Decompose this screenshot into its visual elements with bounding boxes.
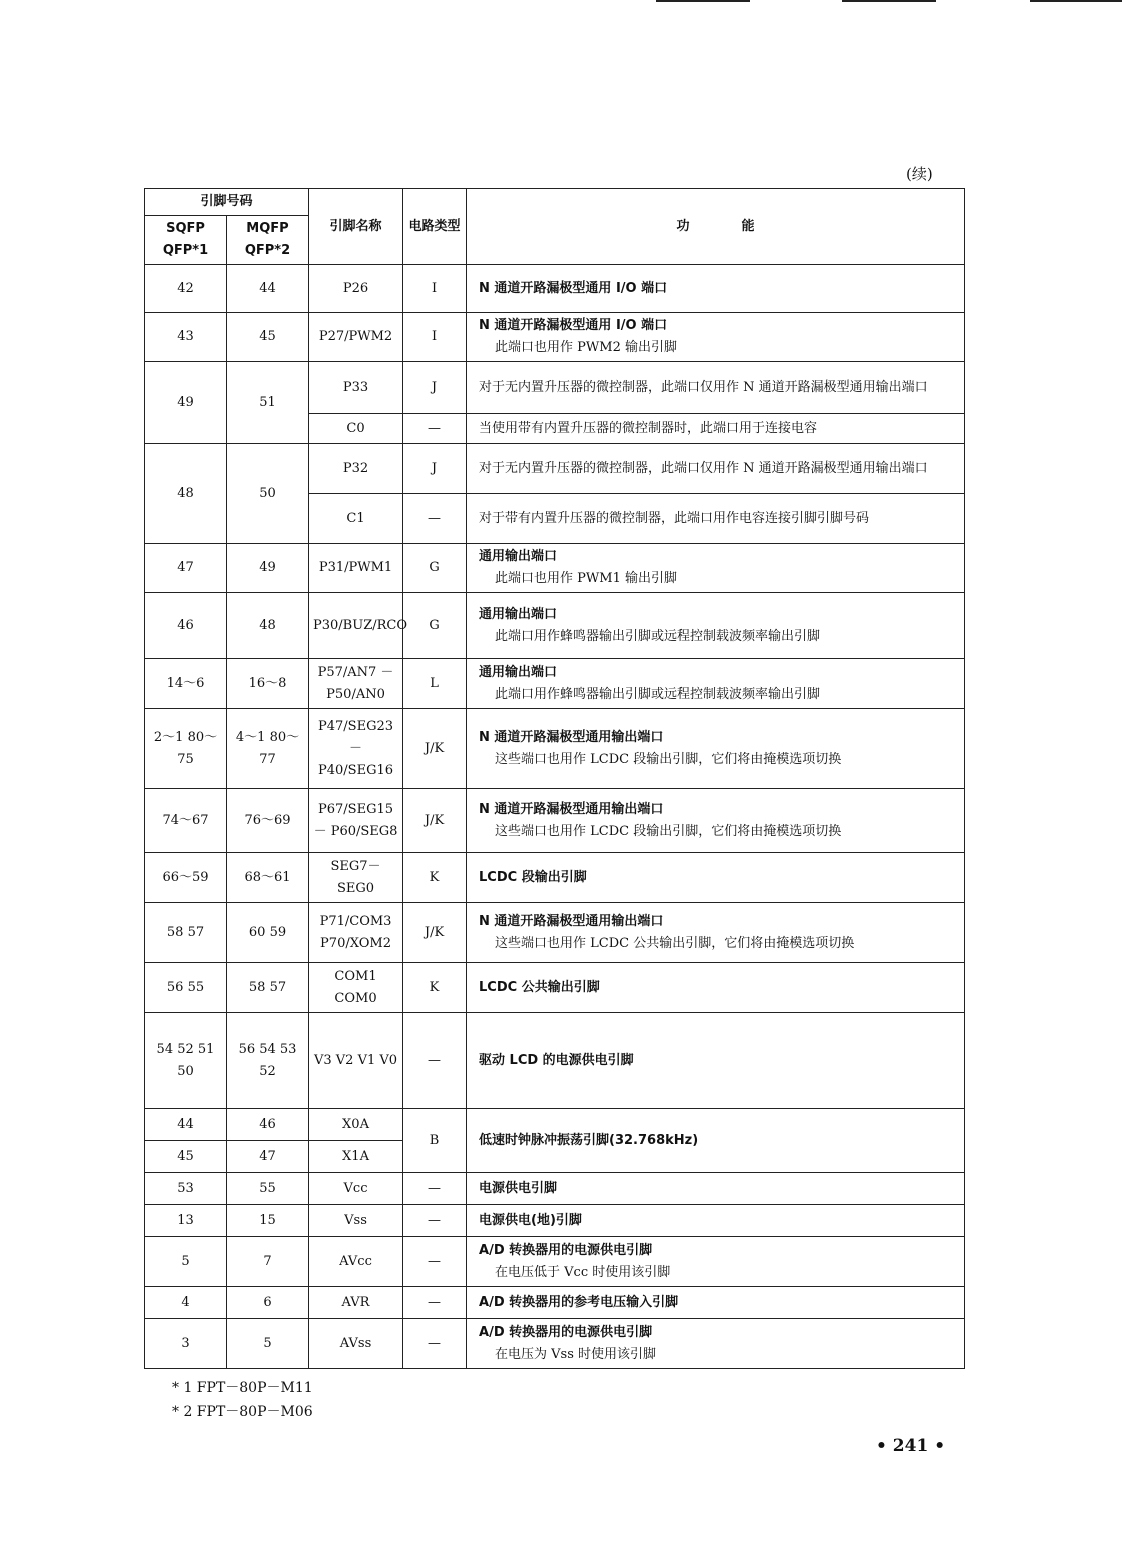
sqfp-cell: 46 bbox=[145, 593, 227, 659]
table-row bbox=[145, 903, 965, 963]
pin-name-cell: P57/AN7 －P50/AN0 bbox=[309, 659, 403, 709]
table-row bbox=[145, 789, 965, 853]
function-cell: N 通道开路漏极型通用输出端口 这些端口也用作 LCDC 段输出引脚，它们将由掩模选项切换 bbox=[467, 789, 965, 853]
function-cell: LCDC 公共输出引脚 bbox=[467, 963, 965, 1013]
header-circuit-type: 电路类型 bbox=[403, 189, 467, 265]
top-rule bbox=[1030, 0, 1122, 2]
pin-name-cell: P32 bbox=[309, 444, 403, 494]
circuit-type-cell: — bbox=[403, 1319, 467, 1369]
sqfp-cell: 54 52 51 50 bbox=[145, 1013, 227, 1109]
footnotes bbox=[172, 1376, 313, 1424]
table-row bbox=[145, 1319, 965, 1369]
top-rule bbox=[656, 0, 750, 2]
mqfp-cell: 5 bbox=[227, 1319, 309, 1369]
mqfp-cell: 76～69 bbox=[227, 789, 309, 853]
top-rule bbox=[842, 0, 936, 2]
mqfp-cell: 55 bbox=[227, 1173, 309, 1205]
mqfp-cell: 58 57 bbox=[227, 963, 309, 1013]
table-row bbox=[145, 313, 965, 362]
circuit-type-cell: L bbox=[403, 659, 467, 709]
sqfp-cell: 13 bbox=[145, 1205, 227, 1237]
mqfp-cell: 16～8 bbox=[227, 659, 309, 709]
table-row bbox=[145, 362, 965, 414]
pin-name-cell: P67/SEG15 － P60/SEG8 bbox=[309, 789, 403, 853]
pin-name-cell: P31/PWM1 bbox=[309, 544, 403, 593]
mqfp-cell: 45 bbox=[227, 313, 309, 362]
table-row bbox=[145, 1287, 965, 1319]
pin-name-cell: V3 V2 V1 V0 bbox=[309, 1013, 403, 1109]
pin-table bbox=[144, 188, 965, 1369]
footnote: * 2 FPT－80P－M06 bbox=[172, 1404, 313, 1420]
mqfp-cell: 4～1 80～77 bbox=[227, 709, 309, 789]
sqfp-cell: 66～59 bbox=[145, 853, 227, 903]
table-row bbox=[145, 1013, 965, 1109]
header-pin-number: 引脚号码 bbox=[145, 189, 309, 216]
pin-name-cell: AVss bbox=[309, 1319, 403, 1369]
table-row bbox=[145, 444, 965, 494]
table-row bbox=[145, 593, 965, 659]
circuit-type-cell: J/K bbox=[403, 903, 467, 963]
sqfp-cell: 47 bbox=[145, 544, 227, 593]
function-cell: 电源供电(地)引脚 bbox=[467, 1205, 965, 1237]
header-mqfp: MQFP QFP*2 bbox=[227, 216, 309, 265]
circuit-type-cell: J bbox=[403, 444, 467, 494]
circuit-type-cell: — bbox=[403, 414, 467, 444]
function-cell: 通用输出端口 此端口也用作 PWM1 输出引脚 bbox=[467, 544, 965, 593]
function-cell: 通用输出端口 此端口用作蜂鸣器输出引脚或远程控制载波频率输出引脚 bbox=[467, 659, 965, 709]
sqfp-cell: 3 bbox=[145, 1319, 227, 1369]
table-row bbox=[145, 853, 965, 903]
circuit-type-cell: — bbox=[403, 1287, 467, 1319]
function-cell: 低速时钟脉冲振荡引脚(32.768kHz) bbox=[467, 1109, 965, 1173]
mqfp-cell: 15 bbox=[227, 1205, 309, 1237]
table-row bbox=[145, 1173, 965, 1205]
circuit-type-cell: K bbox=[403, 963, 467, 1013]
page-number: • 241 • bbox=[876, 1436, 946, 1456]
function-cell: 当使用带有内置升压器的微控制器时，此端口用于连接电容 bbox=[467, 414, 965, 444]
sqfp-cell: 48 bbox=[145, 444, 227, 544]
circuit-type-cell: J/K bbox=[403, 709, 467, 789]
mqfp-cell: 46 bbox=[227, 1109, 309, 1141]
pin-name-cell: P30/BUZ/RCO bbox=[309, 593, 403, 659]
table-row bbox=[145, 1237, 965, 1287]
header-function: 功 能 bbox=[467, 189, 965, 265]
sqfp-cell: 44 bbox=[145, 1109, 227, 1141]
function-cell: A/D 转换器用的电源供电引脚 在电压低于 Vcc 时使用该引脚 bbox=[467, 1237, 965, 1287]
pin-name-cell: Vss bbox=[309, 1205, 403, 1237]
mqfp-cell: 50 bbox=[227, 444, 309, 544]
function-cell: 电源供电引脚 bbox=[467, 1173, 965, 1205]
function-cell: N 通道开路漏极型通用 I/O 端口 此端口也用作 PWM2 输出引脚 bbox=[467, 313, 965, 362]
mqfp-cell: 60 59 bbox=[227, 903, 309, 963]
circuit-type-cell: G bbox=[403, 593, 467, 659]
circuit-type-cell: — bbox=[403, 1173, 467, 1205]
function-cell: 通用输出端口 此端口用作蜂鸣器输出引脚或远程控制载波频率输出引脚 bbox=[467, 593, 965, 659]
mqfp-cell: 56 54 53 52 bbox=[227, 1013, 309, 1109]
sqfp-cell: 14～6 bbox=[145, 659, 227, 709]
function-cell: 对于无内置升压器的微控制器，此端口仅用作 N 通道开路漏极型通用输出端口 bbox=[467, 444, 965, 494]
pin-name-cell: P26 bbox=[309, 265, 403, 313]
header-sqfp: SQFP QFP*1 bbox=[145, 216, 227, 265]
table-row bbox=[145, 1109, 965, 1141]
sqfp-cell: 56 55 bbox=[145, 963, 227, 1013]
circuit-type-cell: K bbox=[403, 853, 467, 903]
pin-name-cell: P27/PWM2 bbox=[309, 313, 403, 362]
function-cell: 对于无内置升压器的微控制器，此端口仅用作 N 通道开路漏极型通用输出端口 bbox=[467, 362, 965, 414]
sqfp-cell: 53 bbox=[145, 1173, 227, 1205]
pin-name-cell: X0A bbox=[309, 1109, 403, 1141]
pin-name-cell: COM1 COM0 bbox=[309, 963, 403, 1013]
function-cell: N 通道开路漏极型通用 I/O 端口 bbox=[467, 265, 965, 313]
sqfp-cell: 43 bbox=[145, 313, 227, 362]
pin-name-cell: C0 bbox=[309, 414, 403, 444]
circuit-type-cell: I bbox=[403, 265, 467, 313]
function-cell: LCDC 段输出引脚 bbox=[467, 853, 965, 903]
mqfp-cell: 68～61 bbox=[227, 853, 309, 903]
circuit-type-cell: J bbox=[403, 362, 467, 414]
circuit-type-cell: — bbox=[403, 1237, 467, 1287]
footnote: * 1 FPT－80P－M11 bbox=[172, 1380, 313, 1396]
circuit-type-cell: G bbox=[403, 544, 467, 593]
sqfp-cell: 2～1 80～75 bbox=[145, 709, 227, 789]
mqfp-cell: 6 bbox=[227, 1287, 309, 1319]
pin-name-cell: AVR bbox=[309, 1287, 403, 1319]
circuit-type-cell: I bbox=[403, 313, 467, 362]
mqfp-cell: 51 bbox=[227, 362, 309, 444]
pin-name-cell: AVcc bbox=[309, 1237, 403, 1287]
mqfp-cell: 47 bbox=[227, 1141, 309, 1173]
pin-name-cell: P71/COM3 P70/XOM2 bbox=[309, 903, 403, 963]
sqfp-cell: 58 57 bbox=[145, 903, 227, 963]
sqfp-cell: 45 bbox=[145, 1141, 227, 1173]
sqfp-cell: 5 bbox=[145, 1237, 227, 1287]
mqfp-cell: 7 bbox=[227, 1237, 309, 1287]
table-row bbox=[145, 1205, 965, 1237]
table-row bbox=[145, 659, 965, 709]
circuit-type-cell: — bbox=[403, 1205, 467, 1237]
table-row bbox=[145, 963, 965, 1013]
function-cell: 对于带有内置升压器的微控制器，此端口用作电容连接引脚引脚号码 bbox=[467, 494, 965, 544]
mqfp-cell: 44 bbox=[227, 265, 309, 313]
pin-name-cell: X1A bbox=[309, 1141, 403, 1173]
pin-name-cell: P47/SEG23 － P40/SEG16 bbox=[309, 709, 403, 789]
function-cell: A/D 转换器用的电源供电引脚 在电压为 Vss 时使用该引脚 bbox=[467, 1319, 965, 1369]
sqfp-cell: 74～67 bbox=[145, 789, 227, 853]
pin-name-cell: P33 bbox=[309, 362, 403, 414]
table-row bbox=[145, 265, 965, 313]
mqfp-cell: 48 bbox=[227, 593, 309, 659]
header-pin-name: 引脚名称 bbox=[309, 189, 403, 265]
sqfp-cell: 49 bbox=[145, 362, 227, 444]
sqfp-cell: 4 bbox=[145, 1287, 227, 1319]
pin-name-cell: Vcc bbox=[309, 1173, 403, 1205]
function-cell: N 通道开路漏极型通用输出端口 这些端口也用作 LCDC 段输出引脚，它们将由掩模选项切换 bbox=[467, 709, 965, 789]
table-row bbox=[145, 709, 965, 789]
table-row bbox=[145, 544, 965, 593]
pin-name-cell: C1 bbox=[309, 494, 403, 544]
circuit-type-cell: — bbox=[403, 494, 467, 544]
sqfp-cell: 42 bbox=[145, 265, 227, 313]
circuit-type-cell: J/K bbox=[403, 789, 467, 853]
mqfp-cell: 49 bbox=[227, 544, 309, 593]
function-cell: 驱动 LCD 的电源供电引脚 bbox=[467, 1013, 965, 1109]
pin-name-cell: SEG7－SEG0 bbox=[309, 853, 403, 903]
function-cell: N 通道开路漏极型通用输出端口 这些端口也用作 LCDC 公共输出引脚，它们将由掩模选项切换 bbox=[467, 903, 965, 963]
function-cell: A/D 转换器用的参考电压输入引脚 bbox=[467, 1287, 965, 1319]
circuit-type-cell: — bbox=[403, 1013, 467, 1109]
continued-label: (续) bbox=[906, 165, 933, 183]
circuit-type-cell: B bbox=[403, 1109, 467, 1173]
